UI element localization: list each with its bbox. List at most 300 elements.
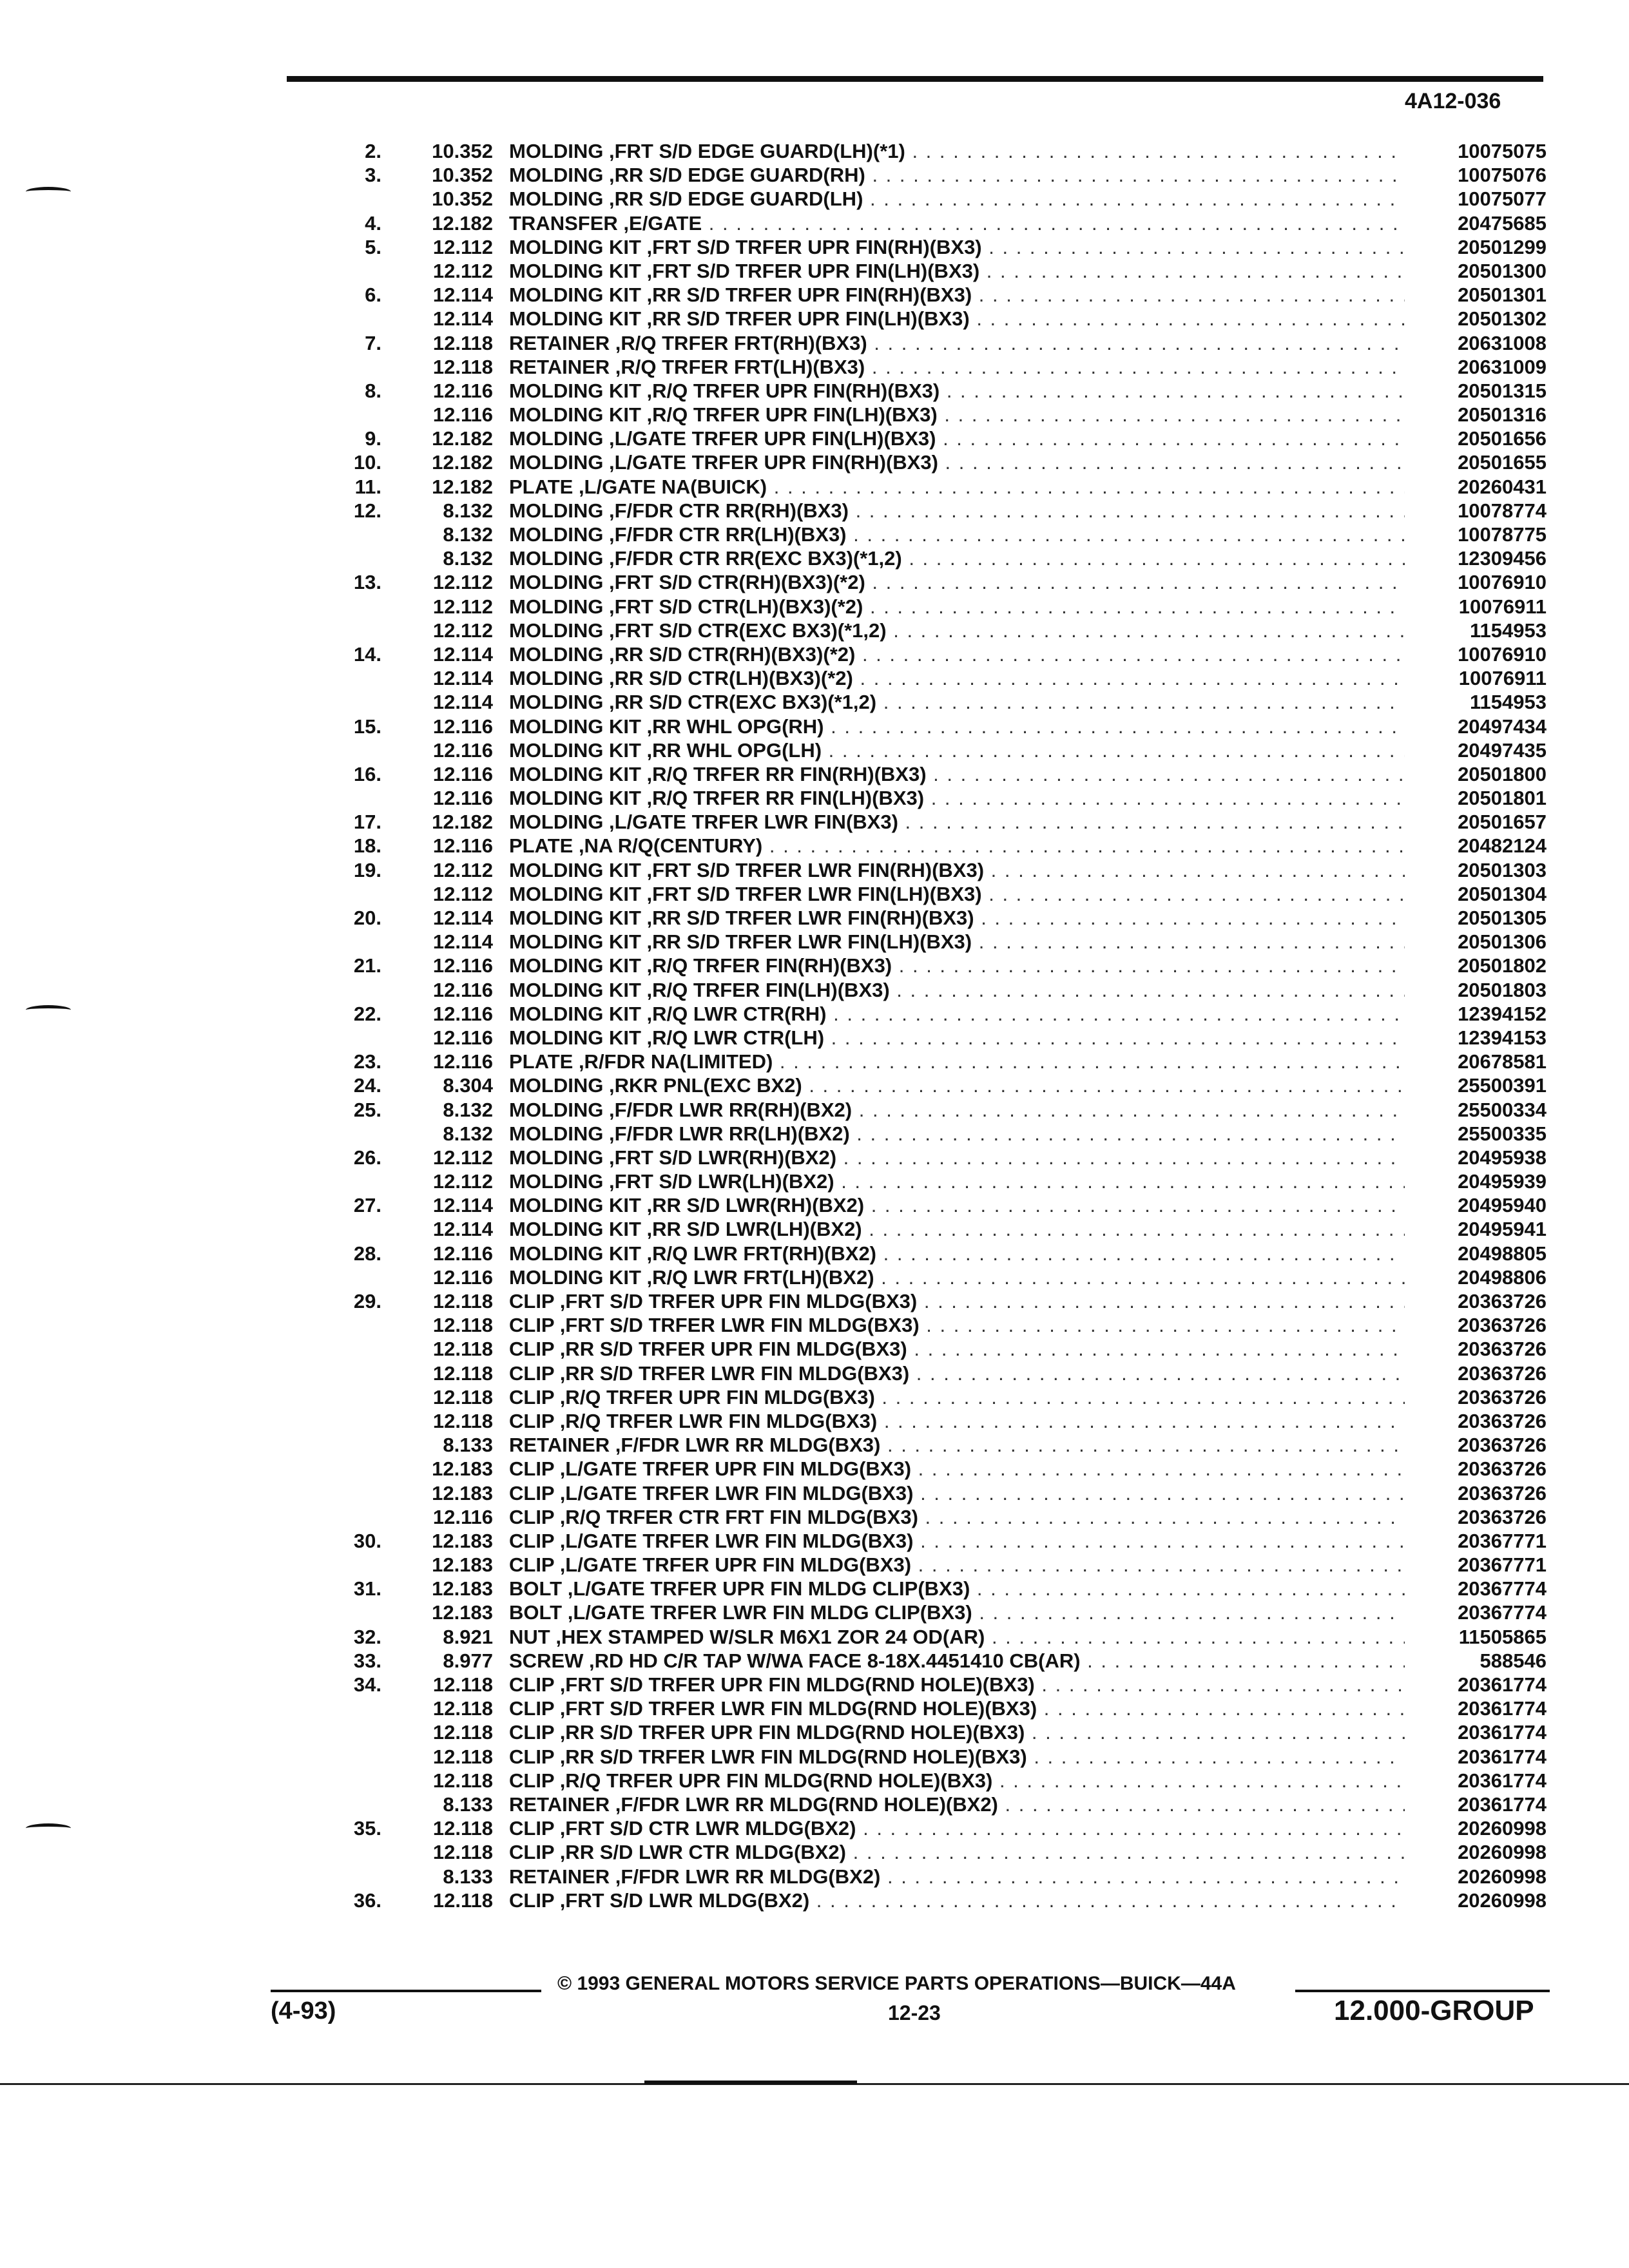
part-number: 20501800 <box>1411 762 1547 786</box>
part-spec: ,F/FDR CTR RR(EXC BX3)(*1,2) <box>609 547 902 570</box>
footer-rule <box>271 1990 541 1992</box>
part-row <box>0 1792 1629 1816</box>
group-number: 12.183 <box>432 1529 493 1552</box>
part-name: MOLDING <box>509 1170 604 1193</box>
revision-date: (4-93) <box>271 1997 336 2024</box>
part-description <box>509 1073 1405 1097</box>
group-number: 12.118 <box>432 331 493 354</box>
group-number: 12.118 <box>432 1817 493 1840</box>
part-spec: ,F/FDR LWR RR MLDG(BX3) <box>615 1434 881 1457</box>
ref-number: 5. <box>365 235 381 258</box>
part-description <box>509 1409 1405 1433</box>
part-number: 20361774 <box>1411 1720 1547 1744</box>
part-name: MOLDING <box>509 427 604 450</box>
ref-number: 19. <box>353 858 381 881</box>
group-number: 12.118 <box>432 1338 493 1361</box>
part-name: MOLDING KIT <box>509 1218 641 1241</box>
group-number: 12.114 <box>432 1218 493 1241</box>
part-name: MOLDING <box>509 619 604 642</box>
part-number: 20495938 <box>1411 1146 1547 1169</box>
part-row <box>0 1865 1629 1888</box>
part-spec: ,RR S/D CTR(LH)(BX3)(*2) <box>609 667 853 690</box>
group-number: 12.116 <box>432 1026 493 1049</box>
group-number: 12.114 <box>432 1194 493 1217</box>
part-row <box>0 1529 1629 1553</box>
part-number: 20367774 <box>1411 1600 1547 1624</box>
part-name: MOLDING <box>509 642 604 666</box>
part-description <box>509 1865 1405 1888</box>
part-description <box>509 715 1405 738</box>
part-name: CLIP <box>509 1553 555 1577</box>
part-description <box>509 619 1405 642</box>
part-description <box>509 1433 1405 1457</box>
ref-number: 13. <box>353 571 381 594</box>
part-spec: ,F/FDR LWR RR MLDG(BX2) <box>615 1865 881 1888</box>
ref-number: 21. <box>353 954 381 977</box>
group-number: 12.116 <box>432 738 493 762</box>
part-description <box>509 1745 1405 1769</box>
part-spec: ,RKR PNL(EXC BX2) <box>609 1074 802 1097</box>
part-row <box>0 570 1629 594</box>
part-description <box>509 1002 1405 1026</box>
part-row <box>0 810 1629 834</box>
part-number: 25500334 <box>1411 1098 1547 1122</box>
group-number: 12.183 <box>432 1577 493 1600</box>
part-description <box>509 1816 1405 1840</box>
group-number: 12.116 <box>432 1505 493 1528</box>
part-number: 20363726 <box>1411 1409 1547 1433</box>
ref-number: 31. <box>353 1577 381 1600</box>
ref-number: 16. <box>353 762 381 785</box>
part-row <box>0 1505 1629 1529</box>
scan-edge-line <box>644 2081 857 2084</box>
part-name: MOLDING <box>509 667 604 690</box>
group-number: 12.116 <box>432 403 493 427</box>
part-spec: ,FRT S/D TRFER LWR FIN(LH)(BX3) <box>646 882 982 905</box>
part-description <box>509 1720 1405 1744</box>
part-description <box>509 738 1405 762</box>
ref-number: 34. <box>353 1673 381 1696</box>
part-number: 20361774 <box>1411 1696 1547 1720</box>
part-row <box>0 1313 1629 1337</box>
part-spec: ,R/FDR NA(LIMITED) <box>578 1050 773 1073</box>
part-description <box>509 546 1405 570</box>
part-row <box>0 1098 1629 1122</box>
part-description <box>509 1050 1405 1073</box>
part-number: 20501803 <box>1411 978 1547 1002</box>
part-number: 20363726 <box>1411 1457 1547 1481</box>
group-number: 12.114 <box>432 907 493 929</box>
part-number: 20361774 <box>1411 1769 1547 1792</box>
part-row <box>0 450 1629 474</box>
part-name: RETAINER <box>509 1792 610 1816</box>
part-number: 20260998 <box>1411 1840 1547 1864</box>
part-row <box>0 1577 1629 1600</box>
part-row <box>0 1816 1629 1840</box>
part-number: 1154953 <box>1411 619 1547 642</box>
part-spec: ,R/Q TRFER LWR FIN MLDG(BX3) <box>559 1409 878 1432</box>
group-number: 12.182 <box>432 427 493 450</box>
part-description <box>509 139 1405 163</box>
group-number: 12.116 <box>432 1242 493 1265</box>
part-number: 20631009 <box>1411 355 1547 379</box>
part-name: MOLDING KIT <box>509 379 641 402</box>
part-name: MOLDING KIT <box>509 738 641 762</box>
group-number: 12.114 <box>432 691 493 714</box>
part-spec: ,R/Q TRFER RR FIN(RH)(BX3) <box>646 762 927 785</box>
part-row <box>0 906 1629 930</box>
part-number: 20495940 <box>1411 1193 1547 1217</box>
part-number: 20501316 <box>1411 403 1547 427</box>
part-number: 20497434 <box>1411 715 1547 738</box>
part-spec: ,R/Q TRFER FIN(RH)(BX3) <box>646 954 892 977</box>
part-spec: ,L/GATE TRFER UPR FIN MLDG CLIP(BX3) <box>567 1577 970 1600</box>
ref-number: 17. <box>353 811 381 834</box>
group-number: 8.133 <box>443 1434 493 1457</box>
group-number: 10.352 <box>432 164 493 187</box>
part-description <box>509 283 1405 307</box>
part-row <box>0 259 1629 283</box>
part-number: 20260998 <box>1411 1816 1547 1840</box>
part-spec: ,R/Q TRFER UPR FIN MLDG(RND HOLE)(BX3) <box>559 1769 993 1792</box>
ref-number: 24. <box>353 1074 381 1097</box>
group-number: 10.352 <box>432 187 493 211</box>
part-name: MOLDING KIT <box>509 787 641 810</box>
group-number: 12.112 <box>432 1146 493 1169</box>
part-spec: ,RR S/D TRFER LWR FIN MLDG(BX3) <box>559 1361 910 1385</box>
part-number: 20501306 <box>1411 930 1547 954</box>
part-description <box>509 1289 1405 1313</box>
part-description <box>509 882 1405 906</box>
part-number: 20501305 <box>1411 906 1547 930</box>
part-number: 20361774 <box>1411 1673 1547 1696</box>
group-label: 12.000-GROUP <box>1334 1995 1534 2026</box>
part-description <box>509 1625 1405 1649</box>
part-name: MOLDING KIT <box>509 715 641 738</box>
part-row <box>0 1026 1629 1050</box>
part-spec: ,RR S/D LWR CTR MLDG(BX2) <box>559 1841 846 1864</box>
ref-number: 9. <box>365 427 381 450</box>
part-spec: ,R/Q TRFER UPR FIN(LH)(BX3) <box>646 403 938 427</box>
part-spec: ,R/Q TRFER UPR FIN(RH)(BX3) <box>646 379 940 402</box>
part-number: 588546 <box>1411 1649 1547 1673</box>
group-number: 8.921 <box>443 1625 493 1648</box>
part-name: MOLDING <box>509 595 604 618</box>
group-number: 12.118 <box>432 1673 493 1696</box>
part-description <box>509 475 1405 499</box>
part-description <box>509 1840 1405 1864</box>
part-row <box>0 1073 1629 1097</box>
part-row <box>0 642 1629 666</box>
part-spec: ,FRT S/D EDGE GUARD(LH)(*1) <box>609 140 905 162</box>
part-name: CLIP <box>509 1314 555 1337</box>
part-name: MOLDING KIT <box>509 858 641 881</box>
part-spec: ,R/Q TRFER RR FIN(LH)(BX3) <box>646 787 925 810</box>
group-number: 12.112 <box>432 619 493 642</box>
part-name: MOLDING KIT <box>509 284 641 307</box>
group-number: 8.977 <box>443 1649 493 1672</box>
part-spec: ,FRT S/D TRFER LWR FIN MLDG(RND HOLE)(BX3) <box>559 1697 1037 1720</box>
part-number: 20260998 <box>1411 1865 1547 1888</box>
group-number: 12.116 <box>432 1265 493 1289</box>
part-row <box>0 930 1629 954</box>
part-number: 20363726 <box>1411 1361 1547 1385</box>
part-number: 20501304 <box>1411 882 1547 906</box>
part-name: NUT <box>509 1625 550 1648</box>
part-description <box>509 1337 1405 1361</box>
part-spec: ,RR S/D TRFER LWR FIN MLDG(RND HOLE)(BX3) <box>559 1745 1027 1768</box>
group-number: 12.112 <box>432 1170 493 1193</box>
part-row <box>0 475 1629 499</box>
part-description <box>509 642 1405 666</box>
part-row <box>0 1265 1629 1289</box>
ref-number: 29. <box>353 1290 381 1312</box>
group-number: 12.114 <box>432 930 493 954</box>
part-spec: ,FRT S/D LWR(RH)(BX2) <box>609 1146 837 1169</box>
part-number: 20475685 <box>1411 211 1547 235</box>
part-row <box>0 954 1629 977</box>
part-row <box>0 882 1629 906</box>
part-number: 20363726 <box>1411 1433 1547 1457</box>
part-name: CLIP <box>509 1529 555 1552</box>
part-description <box>509 499 1405 523</box>
part-name: RETAINER <box>509 355 610 378</box>
group-number: 12.112 <box>432 235 493 258</box>
part-description <box>509 1505 1405 1529</box>
group-number: 12.116 <box>432 379 493 402</box>
part-row <box>0 1745 1629 1769</box>
ref-number: 30. <box>353 1529 381 1552</box>
part-row <box>0 1385 1629 1409</box>
part-number: 20363726 <box>1411 1505 1547 1529</box>
group-number: 8.304 <box>443 1074 493 1097</box>
part-description <box>509 1313 1405 1337</box>
part-description <box>509 1673 1405 1696</box>
part-number: 20631008 <box>1411 331 1547 355</box>
part-row <box>0 1840 1629 1864</box>
part-description <box>509 1146 1405 1169</box>
group-number: 12.116 <box>432 954 493 977</box>
part-description <box>509 379 1405 403</box>
part-name: MOLDING KIT <box>509 1194 641 1217</box>
group-number: 12.183 <box>432 1553 493 1577</box>
part-number: 20501657 <box>1411 810 1547 834</box>
part-name: MOLDING <box>509 571 604 594</box>
group-number: 12.118 <box>432 1290 493 1312</box>
part-row <box>0 1050 1629 1073</box>
part-spec: ,R/Q TRFER UPR FIN MLDG(BX3) <box>559 1385 875 1408</box>
part-description <box>509 906 1405 930</box>
part-spec: ,F/FDR LWR RR(LH)(BX2) <box>609 1122 850 1145</box>
part-description <box>509 1481 1405 1505</box>
ref-number: 28. <box>353 1242 381 1265</box>
part-row <box>0 1625 1629 1649</box>
part-row <box>0 738 1629 762</box>
part-number: 10076911 <box>1411 595 1547 619</box>
ref-number: 26. <box>353 1146 381 1169</box>
group-number: 8.132 <box>443 499 493 522</box>
ref-number: 32. <box>353 1625 381 1648</box>
part-spec: ,L/GATE TRFER LWR FIN MLDG(BX3) <box>559 1481 914 1504</box>
part-description <box>509 858 1405 882</box>
part-name: MOLDING KIT <box>509 1242 641 1265</box>
group-number: 12.118 <box>432 1841 493 1864</box>
part-row <box>0 139 1629 163</box>
part-spec: ,RR S/D TRFER LWR FIN(RH)(BX3) <box>646 907 974 929</box>
part-name: MOLDING <box>509 451 604 474</box>
part-spec: ,R/Q TRFER FIN(LH)(BX3) <box>646 978 890 1001</box>
ref-number: 35. <box>353 1817 381 1840</box>
part-name: MOLDING <box>509 523 604 546</box>
group-number: 12.118 <box>432 1769 493 1792</box>
group-number: 12.118 <box>432 1721 493 1744</box>
part-description <box>509 1529 1405 1553</box>
part-number: 12394152 <box>1411 1002 1547 1026</box>
part-spec: ,L/GATE TRFER UPR FIN(LH)(BX3) <box>609 427 936 450</box>
part-name: MOLDING <box>509 499 604 522</box>
part-number: 20367774 <box>1411 1577 1547 1600</box>
part-row <box>0 1888 1629 1912</box>
part-description <box>509 930 1405 954</box>
ref-number: 27. <box>353 1194 381 1217</box>
part-spec: ,FRT S/D TRFER UPR FIN MLDG(RND HOLE)(BX3) <box>559 1673 1035 1696</box>
part-name: CLIP <box>509 1457 555 1481</box>
part-description <box>509 1361 1405 1385</box>
part-description <box>509 978 1405 1002</box>
part-spec: ,FRT S/D LWR MLDG(BX2) <box>559 1888 810 1912</box>
part-name: CLIP <box>509 1673 555 1696</box>
part-row <box>0 1122 1629 1146</box>
part-spec: ,RR S/D TRFER UPR FIN MLDG(BX3) <box>559 1338 907 1361</box>
part-name: MOLDING <box>509 1098 604 1121</box>
part-name: MOLDING <box>509 1122 604 1145</box>
part-number: 10075076 <box>1411 163 1547 187</box>
part-spec: ,FRT S/D TRFER UPR FIN(RH)(BX3) <box>646 235 982 258</box>
ref-number: 4. <box>365 211 381 235</box>
part-number: 10076911 <box>1411 666 1547 690</box>
group-number: 8.132 <box>443 523 493 546</box>
ref-number: 10. <box>353 451 381 474</box>
part-spec: ,FRT S/D LWR(LH)(BX2) <box>609 1170 834 1193</box>
ref-number: 25. <box>353 1098 381 1121</box>
part-row <box>0 1289 1629 1313</box>
part-number: 10078775 <box>1411 523 1547 546</box>
part-row <box>0 1649 1629 1673</box>
group-number: 12.114 <box>432 667 493 690</box>
part-row <box>0 379 1629 403</box>
part-spec: ,RR WHL OPG(RH) <box>646 715 824 738</box>
parts-list <box>0 139 1629 1912</box>
part-spec: ,RR S/D CTR(EXC BX3)(*1,2) <box>609 691 877 714</box>
part-description <box>509 1792 1405 1816</box>
part-spec: ,FRT S/D CTR LWR MLDG(BX2) <box>559 1817 856 1840</box>
part-spec: ,FRT S/D TRFER UPR FIN(LH)(BX3) <box>646 259 980 282</box>
part-spec: ,L/GATE TRFER UPR FIN(RH)(BX3) <box>609 451 938 474</box>
part-row <box>0 1433 1629 1457</box>
part-row <box>0 762 1629 786</box>
part-number: 20495939 <box>1411 1169 1547 1193</box>
part-row <box>0 1337 1629 1361</box>
part-name: PLATE <box>509 475 574 498</box>
part-description <box>509 1577 1405 1600</box>
part-description <box>509 450 1405 474</box>
ref-number: 20. <box>353 907 381 929</box>
part-name: BOLT <box>509 1577 563 1600</box>
ref-number: 2. <box>365 140 381 162</box>
part-number: 20501301 <box>1411 283 1547 307</box>
ref-number: 11. <box>354 475 381 498</box>
part-description <box>509 307 1405 331</box>
part-description <box>509 786 1405 810</box>
ref-number: 18. <box>353 834 381 858</box>
part-spec: ,F/FDR LWR RR MLDG(RND HOLE)(BX2) <box>615 1792 998 1816</box>
part-name: MOLDING <box>509 547 604 570</box>
ref-number: 3. <box>365 164 381 187</box>
part-row <box>0 690 1629 714</box>
part-description <box>509 1026 1405 1050</box>
part-number: 20361774 <box>1411 1792 1547 1816</box>
group-number: 12.114 <box>432 642 493 666</box>
part-description <box>509 1217 1405 1241</box>
part-number: 20260431 <box>1411 475 1547 499</box>
part-description <box>509 235 1405 259</box>
part-name: MOLDING KIT <box>509 882 641 905</box>
group-number: 12.118 <box>432 1314 493 1337</box>
part-description <box>509 595 1405 619</box>
part-name: MOLDING KIT <box>509 307 641 331</box>
group-number: 12.116 <box>432 762 493 785</box>
part-number: 1154953 <box>1411 690 1547 714</box>
part-name: CLIP <box>509 1361 555 1385</box>
part-description <box>509 1242 1405 1265</box>
part-name: RETAINER <box>509 1865 610 1888</box>
group-number: 12.116 <box>432 1002 493 1025</box>
ref-number: 14. <box>353 642 381 666</box>
part-spec: ,FRT S/D CTR(RH)(BX3)(*2) <box>609 571 865 594</box>
part-spec: ,RD HD C/R TAP W/WA FACE 8-18X.4451410 CB(AR) <box>589 1649 1081 1672</box>
part-name: MOLDING <box>509 811 604 834</box>
part-name: MOLDING <box>509 1074 604 1097</box>
group-number: 12.112 <box>432 882 493 905</box>
part-description <box>509 523 1405 546</box>
group-number: 12.118 <box>432 355 493 378</box>
part-description <box>509 1696 1405 1720</box>
part-description <box>509 1888 1405 1912</box>
part-number: 20361774 <box>1411 1745 1547 1769</box>
footer-rule <box>1295 1990 1550 1992</box>
part-description <box>509 810 1405 834</box>
part-spec: ,F/FDR LWR RR(RH)(BX2) <box>609 1098 853 1121</box>
part-name: CLIP <box>509 1817 555 1840</box>
part-spec: ,R/Q TRFER FRT(RH)(BX3) <box>615 331 867 354</box>
group-number: 8.133 <box>443 1865 493 1888</box>
part-number: 20367771 <box>1411 1553 1547 1577</box>
part-spec: ,E/GATE <box>623 211 702 235</box>
part-number: 10076910 <box>1411 570 1547 594</box>
part-spec: ,RR S/D CTR(RH)(BX3)(*2) <box>609 642 856 666</box>
part-description <box>509 570 1405 594</box>
part-row <box>0 403 1629 427</box>
part-name: CLIP <box>509 1745 555 1768</box>
part-number: 20498805 <box>1411 1242 1547 1265</box>
part-spec: ,RR S/D LWR(LH)(BX2) <box>646 1218 862 1241</box>
part-row <box>0 427 1629 450</box>
part-name: MOLDING KIT <box>509 1265 641 1289</box>
part-row <box>0 786 1629 810</box>
part-spec: ,RR S/D TRFER UPR FIN(RH)(BX3) <box>646 284 972 307</box>
group-number: 12.114 <box>432 307 493 331</box>
ref-number: 22. <box>353 1002 381 1025</box>
